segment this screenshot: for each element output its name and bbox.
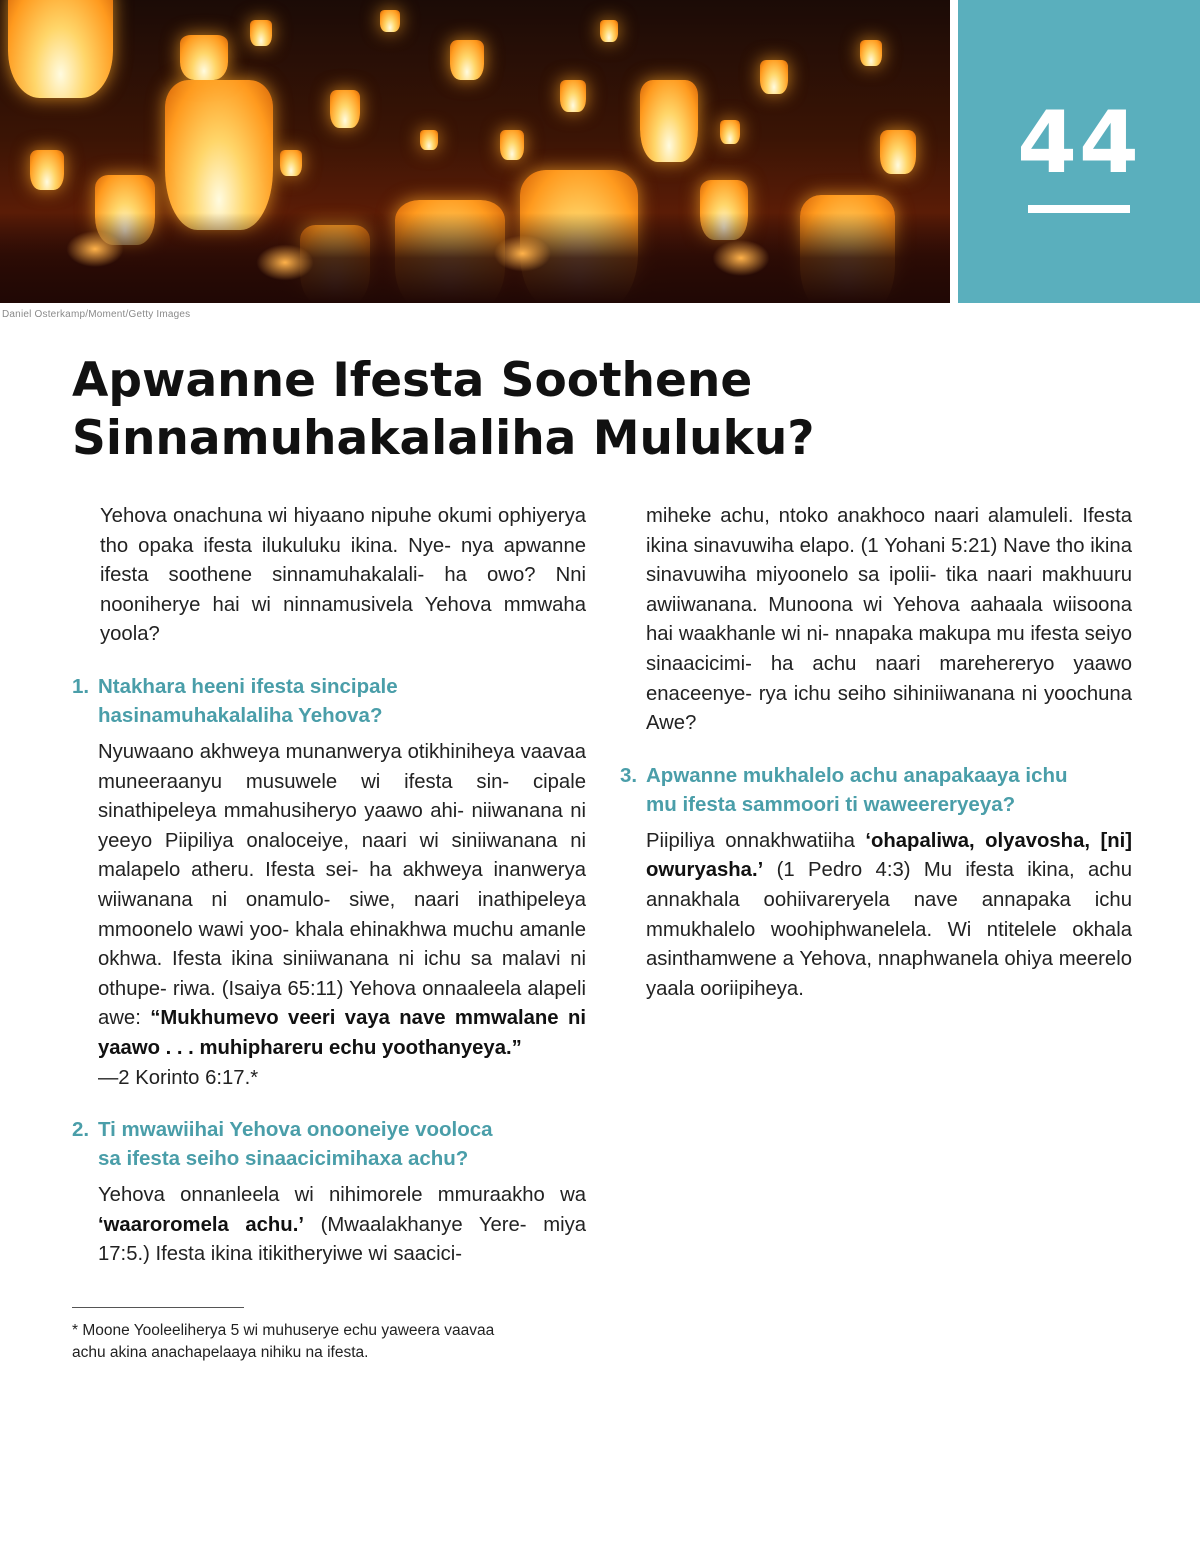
answer-line: miya 17:5.) Ifesta ikina itikitheryiwe wi saacici- xyxy=(98,1213,587,1266)
scripture-quote: ‘ohapaliwa, olyavosha, xyxy=(865,829,1090,852)
question-text: Ti mwawiihai Yehova onooneiye vooloca xyxy=(98,1118,493,1142)
footnote xyxy=(72,1320,572,1364)
answer-line: Ifesta ikina sinavuwiha elapo. (1 Yohani 5:21) xyxy=(646,505,1132,557)
lesson-number-box xyxy=(958,0,1200,303)
answer-line: riwa. (Isaiya 65:11) Yehova onnaaleela alapeli xyxy=(172,977,587,1000)
question-1-answer xyxy=(72,738,586,1093)
question-text: sa ifesta seiho sinaacicimihaxa achu? xyxy=(98,1147,469,1171)
question-text: Apwanne mukhalelo achu anapakaaya ichu xyxy=(646,763,1068,787)
answer-line: ichu mmukhalelo woohiphwanelela. Wi ntitelele xyxy=(646,888,1132,941)
answer-line: Nave tho ikina sinavuwiha miyoonelo sa ipolii- xyxy=(646,534,1132,587)
answer-line: ikina siniiwanana ni ichu sa malavi ni othupe- xyxy=(98,948,587,1000)
answer-line: ha akhweya inanwerya wiiwanana ni onamulo- xyxy=(98,859,586,911)
question-1-heading xyxy=(72,672,586,730)
page-title xyxy=(72,352,1072,468)
answer-line: vaavaa muneeraanyu musuwele wi ifesta sin- xyxy=(98,740,586,793)
answer-line: (Mwaalakhanye Yere- xyxy=(303,1213,527,1236)
question-2-answer xyxy=(72,1181,586,1270)
answer-line: siwe, naari inathipeleya mmoonelo wawi yoo- xyxy=(98,888,587,941)
scripture-reference: —2 Korinto 6:17.* xyxy=(98,1066,259,1089)
question-number: 1. xyxy=(72,674,90,698)
answer-line: cipale sinathipeleya mmahusiheryo yaawo ahi- xyxy=(98,770,586,823)
intro-line: ha owo? Nni nooniherye hai wi ninnamusivela xyxy=(100,564,587,616)
crowd-silhouette xyxy=(0,213,950,303)
intro-paragraph xyxy=(72,502,586,650)
question-2-answer-continued xyxy=(620,502,1132,739)
question-3-heading xyxy=(620,761,1132,819)
hero-photo-lanterns xyxy=(0,0,950,303)
intro-line: ophiyerya tho opaka ifesta ilukuluku ikina. Nye- xyxy=(100,505,586,557)
question-number: 3. xyxy=(620,763,638,787)
answer-line: Yehova onnanleela wi nihimorele mmuraakho xyxy=(98,1184,545,1207)
answer-line: achu annakhala oohiivareryela nave annapaka xyxy=(646,859,1132,911)
footnote-divider xyxy=(72,1307,244,1308)
scripture-quote: ‘waaroromela achu.’ xyxy=(98,1213,304,1236)
answer-line: rya ichu seiho sihiniiwanana ni yoochuna Awe? xyxy=(646,682,1132,735)
answer-line: (1 Pedro 4:3) Mu ifesta ikina, xyxy=(763,859,1075,882)
question-text: hasinamuhakalaliha Yehova? xyxy=(98,703,383,727)
answer-line: awe: xyxy=(98,1007,151,1030)
question-2-heading xyxy=(72,1115,586,1173)
question-text: mu ifesta sammoori ti waweereryeya? xyxy=(646,792,1016,816)
answer-line: niiwanana ni yeeyo Piipiliya onaloceiye, naari xyxy=(98,800,586,852)
question-3-answer xyxy=(620,827,1132,1005)
answer-line: khala ehinakhwa muchu amanle okhwa. Ifesta xyxy=(98,918,586,971)
lesson-number-underline xyxy=(1028,205,1130,213)
question-text: Ntakhara heeni ifesta sincipale xyxy=(98,674,398,698)
answer-line: wa xyxy=(560,1184,586,1207)
answer-line: Piipiliya onnakhwatiiha xyxy=(646,829,866,852)
answer-line: ha achu naari marehereryo yaawo enaceenye- xyxy=(646,652,1132,705)
intro-line: Yehova onachuna wi hiyaano nipuhe okumi xyxy=(100,505,492,527)
title-line-1: Apwanne Ifesta Soothene xyxy=(72,353,753,408)
question-number: 2. xyxy=(72,1118,90,1142)
scripture-quote: [ni] owuryasha.’ xyxy=(646,829,1132,882)
answer-line: tika naari makhuuru awiiwanana. Munoona wi xyxy=(646,564,1132,616)
scripture-quote: “Mukhumevo veeri vaya nave mmwalane xyxy=(150,1007,559,1030)
answer-line: Yehova aahaala wiisoona hai waakhanle wi ni- xyxy=(646,593,1132,646)
answer-line: okhala asinthamwene a Yehova, nnaphwanela xyxy=(646,918,1132,971)
lesson-number: 44 xyxy=(1017,93,1141,193)
left-column xyxy=(72,502,586,1270)
answer-line: Nyuwaano akhweya munanwerya otikhiniheya xyxy=(98,740,515,763)
intro-line: nya apwanne ifesta soothene sinnamuhakalali- xyxy=(100,534,586,587)
answer-line: ohiya meerelo yaala ooriipiheya. xyxy=(646,948,1132,1000)
scripture-quote: ni yaawo . . . muhiphareru echu yoothanyeya.” xyxy=(98,1007,586,1059)
footnote-line: achu akina anachapelaaya nihiku na ifesta. xyxy=(72,1344,369,1361)
title-line-2: Sinnamuhakalaliha Muluku? xyxy=(72,411,815,466)
right-column xyxy=(620,502,1132,1004)
footnote-line: * Moone Yooleeliherya 5 wi muhuserye echu yaweera vaavaa xyxy=(72,1322,495,1339)
answer-line: nnapaka makupa mu ifesta seiyo sinaacicimi- xyxy=(646,623,1132,675)
answer-line: miheke achu, ntoko anakhoco naari alamuleli. xyxy=(646,505,1074,527)
intro-line: Yehova mmwaha yoola? xyxy=(100,593,586,646)
photo-credit: Daniel Osterkamp/Moment/Getty Images xyxy=(2,309,191,320)
answer-line: wi siniiwanana ni malapelo atheru. Ifesta sei- xyxy=(98,829,586,882)
